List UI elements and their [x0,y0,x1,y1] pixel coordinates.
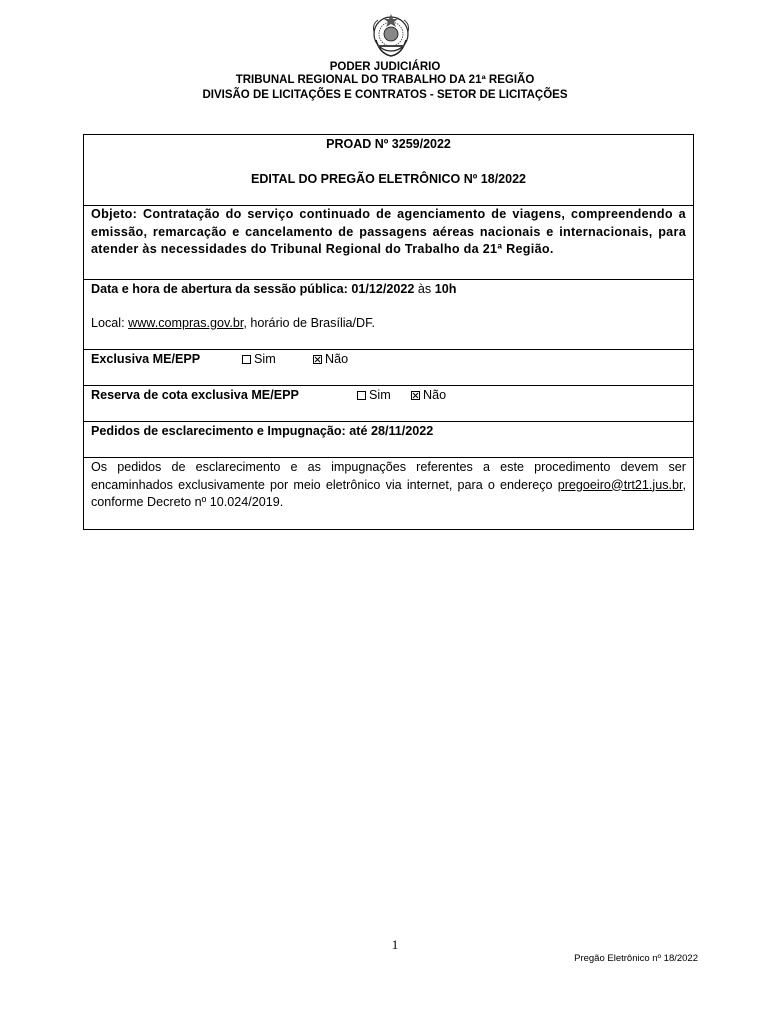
reserva-option-nao [411,388,446,402]
checkbox-unchecked-icon [242,355,251,364]
abertura-cell [84,279,693,349]
proad-number: PROAD Nº 3259/2022 [326,137,451,151]
exclusiva-option-sim [242,352,276,366]
pedidos-header-cell [84,421,693,457]
pedidos-text-suffix: , conforme Decreto nº 10.024/2019. [91,477,686,509]
abertura-as: às [417,282,432,296]
reserva-cell [84,385,693,421]
header-line-2: TRIBUNAL REGIONAL DO TRABALHO DA 21ª REGIÃO [235,74,535,86]
pregoeiro-email-link[interactable]: pregoeiro@trt21.jus.br [557,477,683,492]
exclusiva-nao-label: Não [325,352,349,366]
reserva-nao-label: Não [423,388,447,402]
abertura-label: Data e hora de abertura da sessão pública: 01/12/2022 [91,282,415,296]
title-cell [84,135,693,205]
objeto-cell [84,205,693,279]
reserva-option-sim [357,388,391,402]
coat-of-arms-icon [370,10,412,60]
pedidos-text-prefix: Os pedidos de esclarecimento e as impugnações referentes a este procedimento devem ser encaminhados exclusivamente por meio eletrônico via internet, para o endereço [91,460,686,492]
pedidos-text-cell [84,457,693,529]
local-line [91,316,375,330]
objeto-text: Objeto: Contratação do serviço continuado de agenciamento de viagens, compreendendo a emissão, remarcação e cancelamento de passagens aéreas nacionais e internacionais, para atender às necessidades do Tribunal Regional do Trabalho da 21ª Região. [91,207,686,256]
header-line-3: DIVISÃO DE LICITAÇÕES E CONTRATOS - SETOR DE LICITAÇÕES [202,89,568,101]
exclusiva-sim-label: Sim [254,352,276,366]
edital-summary-table [83,134,694,530]
checkbox-unchecked-icon [357,391,366,400]
page-number: 1 [391,937,399,952]
exclusiva-cell [84,349,693,385]
compras-link[interactable]: www.compras.gov.br [128,316,244,330]
reserva-sim-label: Sim [369,388,391,402]
pedidos-label: Pedidos de esclarecimento e Impugnação: até 28/11/2022 [91,424,434,438]
reserva-label: Reserva de cota exclusiva ME/EPP [91,388,299,402]
local-prefix: Local: [91,316,129,330]
checkbox-checked-icon [313,355,322,364]
checkbox-checked-icon [411,391,420,400]
exclusiva-option-nao [313,352,348,366]
abertura-hora: 10h [434,282,457,296]
local-suffix: , horário de Brasília/DF. [243,316,375,330]
abertura-line [91,282,456,296]
header-line-1: PODER JUDICIÁRIO [329,61,441,73]
edital-title: EDITAL DO PREGÃO ELETRÔNICO Nº 18/2022 [251,172,526,186]
footer-text: Pregão Eletrônico nº 18/2022 [574,953,698,964]
exclusiva-label: Exclusiva ME/EPP [91,352,201,366]
